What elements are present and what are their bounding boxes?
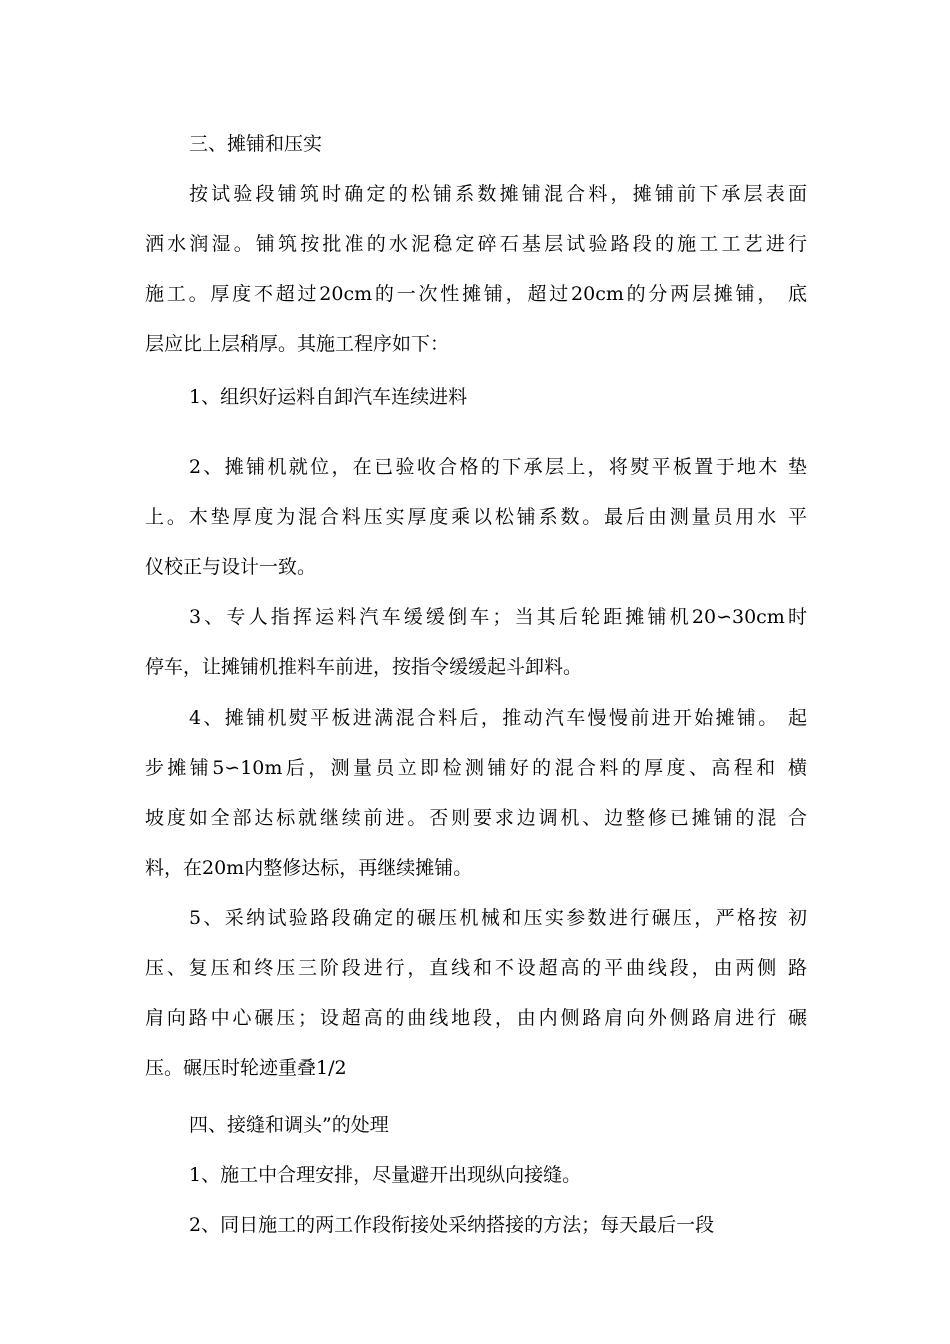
list-item-2-line: 2、摊铺机就位，在已验收合格的下承层上，将熨平板置于地木 垫: [189, 456, 807, 478]
paragraph-line: 洒水润湿。铺筑按批准的水泥稳定碎石基层试验路段的施工工艺进行: [145, 233, 807, 255]
list-item-3-line: 3、专人指挥运料汽车缓缓倒车；当其后轮距摊铺机20∽30cm时: [189, 606, 807, 628]
list-item-5-line: 肩向路中心碾压；设超高的曲线地段，由内侧路肩向外侧路肩进行 碾: [145, 1007, 807, 1029]
paragraph-line: 施工。厚度不超过20cm的一次性摊铺，超过20cm的分两层摊铺， 底: [145, 283, 807, 305]
section-heading-3: 三、摊铺和压实: [189, 133, 323, 155]
list-item-1: 1、组织好运料自卸汽车连续进料: [189, 386, 468, 408]
list-item-2-line: 仪校正与设计一致。: [145, 556, 317, 578]
list-item-5-line: 压。碾压时轮迹重叠1/2: [145, 1057, 347, 1079]
paragraph-line: 按试验段铺筑时确定的松铺系数摊铺混合料，摊铺前下承层表面: [189, 183, 807, 205]
section-heading-4: 四、接缝和调头”的处理: [189, 1114, 389, 1136]
list-item-5-line: 5、采纳试验路段确定的碾压机械和压实参数进行碾压，严格按 初: [189, 907, 807, 929]
paragraph-line: 层应比上层稍厚。其施工程序如下：: [145, 333, 450, 355]
list-item-4-line: 料，在20m内整修达标，再继续摊铺。: [145, 857, 473, 879]
list-item-3-line: 停车，让摊铺机推料车前进，按指令缓缓起斗卸料。: [145, 656, 583, 678]
list-item-5-line: 压、复压和终压三阶段进行，直线和不设超高的平曲线段，由两侧 路: [145, 957, 807, 979]
list-item-4-line: 步摊铺5∽10m后，测量员立即检测铺好的混合料的厚度、高程和 横: [145, 757, 807, 779]
list-item-2: 2、同日施工的两工作段衔接处采纳搭接的方法；每天最后一段: [189, 1214, 715, 1236]
list-item-1: 1、施工中合理安排，尽量避开出现纵向接缝。: [189, 1164, 582, 1186]
list-item-4-line: 4、摊铺机熨平板进满混合料后，推动汽车慢慢前进开始摊铺。 起: [189, 707, 807, 729]
list-item-4-line: 坡度如全部达标就继续前进。否则要求边调机、边整修已摊铺的混 合: [145, 807, 807, 829]
list-item-2-line: 上。木垫厚度为混合料压实厚度乘以松铺系数。最后由测量员用水 平: [145, 506, 807, 528]
